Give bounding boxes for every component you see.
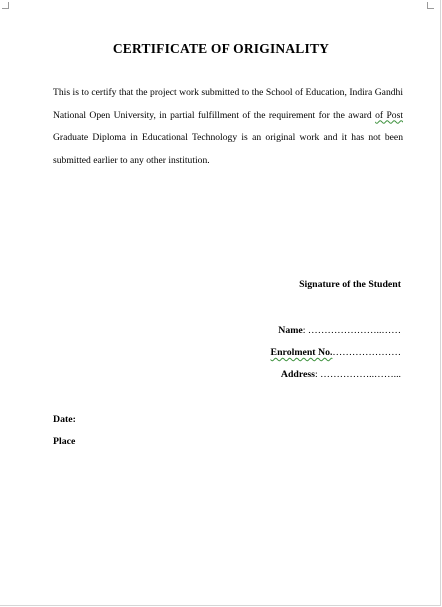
enrolment-label: Enrolment No. [270, 347, 333, 358]
enrolment-value-dots: ………………… [332, 347, 401, 358]
address-field-row[interactable] [281, 369, 401, 380]
certificate-body-paragraph[interactable] [53, 82, 403, 172]
spellcheck-flagged-text[interactable]: of Post [375, 109, 403, 121]
margin-corner-marker-top-left [2, 2, 9, 9]
place-label[interactable]: Place [53, 436, 76, 447]
name-label: Name [278, 325, 303, 336]
paragraph-text-part-1: This is to certify that the project work submitted to the School of Education, Indira Gandhi National Open University, in partial fulfillment of the requirement for the award [53, 87, 403, 121]
paragraph-text-part-2: Graduate Diploma in Educational Technology is an original work and it has not been submitted earlier to any other institution. [53, 132, 403, 166]
signature-label: Signature of the Student [299, 279, 401, 290]
enrolment-field-row[interactable] [271, 347, 401, 358]
certificate-title: CERTIFICATE OF ORIGINALITY [112, 41, 330, 56]
name-field-row[interactable] [278, 325, 401, 336]
address-label: Address [280, 369, 315, 380]
date-field[interactable] [53, 414, 76, 425]
date-label: Date [53, 414, 73, 425]
margin-corner-marker-top-right [427, 2, 434, 9]
date-colon: : [72, 414, 76, 425]
name-value-dots: : …………………..…… [302, 325, 401, 336]
address-value-dots: : ……………..……... [315, 369, 401, 380]
